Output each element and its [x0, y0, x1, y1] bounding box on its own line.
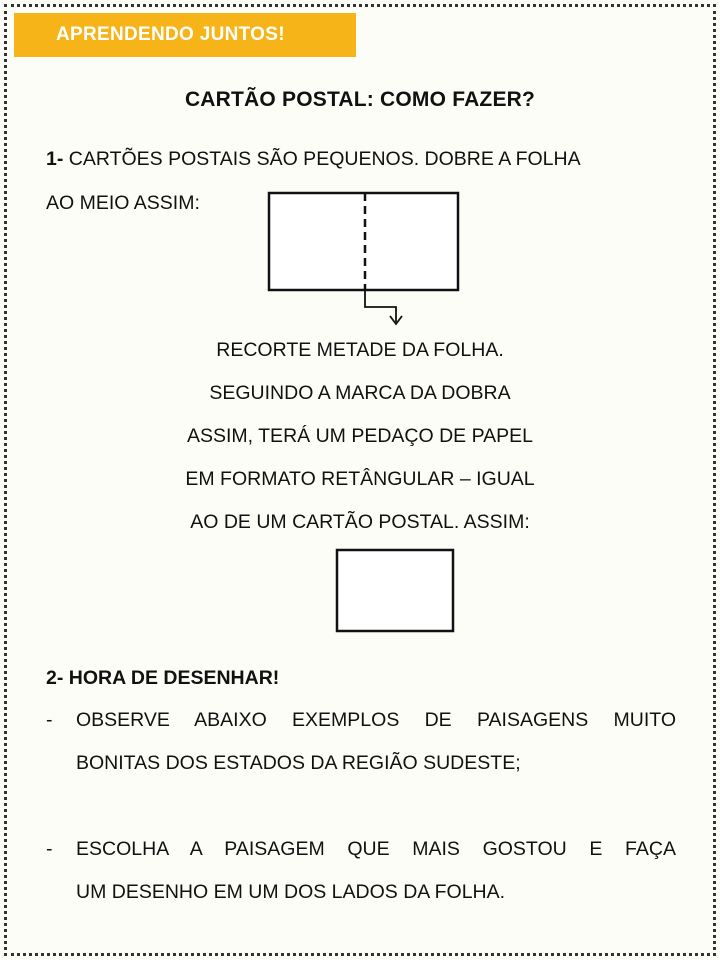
- bullet-2-line2: UM DESENHO EM UM DOS LADOS DA FOLHA.: [76, 881, 506, 903]
- instruction-line-2: SEGUINDO A MARCA DA DOBRA: [209, 382, 511, 404]
- instruction-line-5: AO DE UM CARTÃO POSTAL. ASSIM:: [190, 511, 530, 533]
- bullet-2-line1: ESCOLHA A PAISAGEM QUE MAIS GOSTOU E FAÇA: [76, 838, 676, 860]
- step1-text: CARTÕES POSTAIS SÃO PEQUENOS. DOBRE A FOLHA: [68, 148, 581, 170]
- bullet-1-dash: -: [46, 709, 53, 731]
- bullet-1-line2: BONITAS DOS ESTADOS DA REGIÃO SUDESTE;: [76, 752, 521, 774]
- page-title: CARTÃO POSTAL: COMO FAZER?: [184, 88, 536, 111]
- step2-heading: 2- HORA DE DESENHAR!: [46, 667, 280, 689]
- instruction-line-1: RECORTE METADE DA FOLHA.: [216, 339, 504, 361]
- folded-sheet-diagram: [262, 186, 472, 331]
- instruction-line-3: ASSIM, TERÁ UM PEDAÇO DE PAPEL: [186, 425, 534, 447]
- sheet-outline: [269, 193, 458, 290]
- instruction-line-4: EM FORMATO RETÂNGULAR – IGUAL: [185, 468, 535, 490]
- step1-line2: AO MEIO ASSIM:: [46, 192, 200, 214]
- header-badge: [14, 13, 356, 57]
- bullet-2-dash: -: [46, 838, 53, 860]
- header-badge-label: APRENDENDO JUNTOS!: [56, 24, 285, 45]
- bullet-1-line1: OBSERVE ABAIXO EXEMPLOS DE PAISAGENS MUITO: [76, 709, 676, 731]
- postcard-diagram: [334, 547, 458, 635]
- step1-number: 1-: [46, 148, 64, 170]
- postcard-outline: [337, 550, 453, 631]
- step1-line1: [46, 148, 581, 171]
